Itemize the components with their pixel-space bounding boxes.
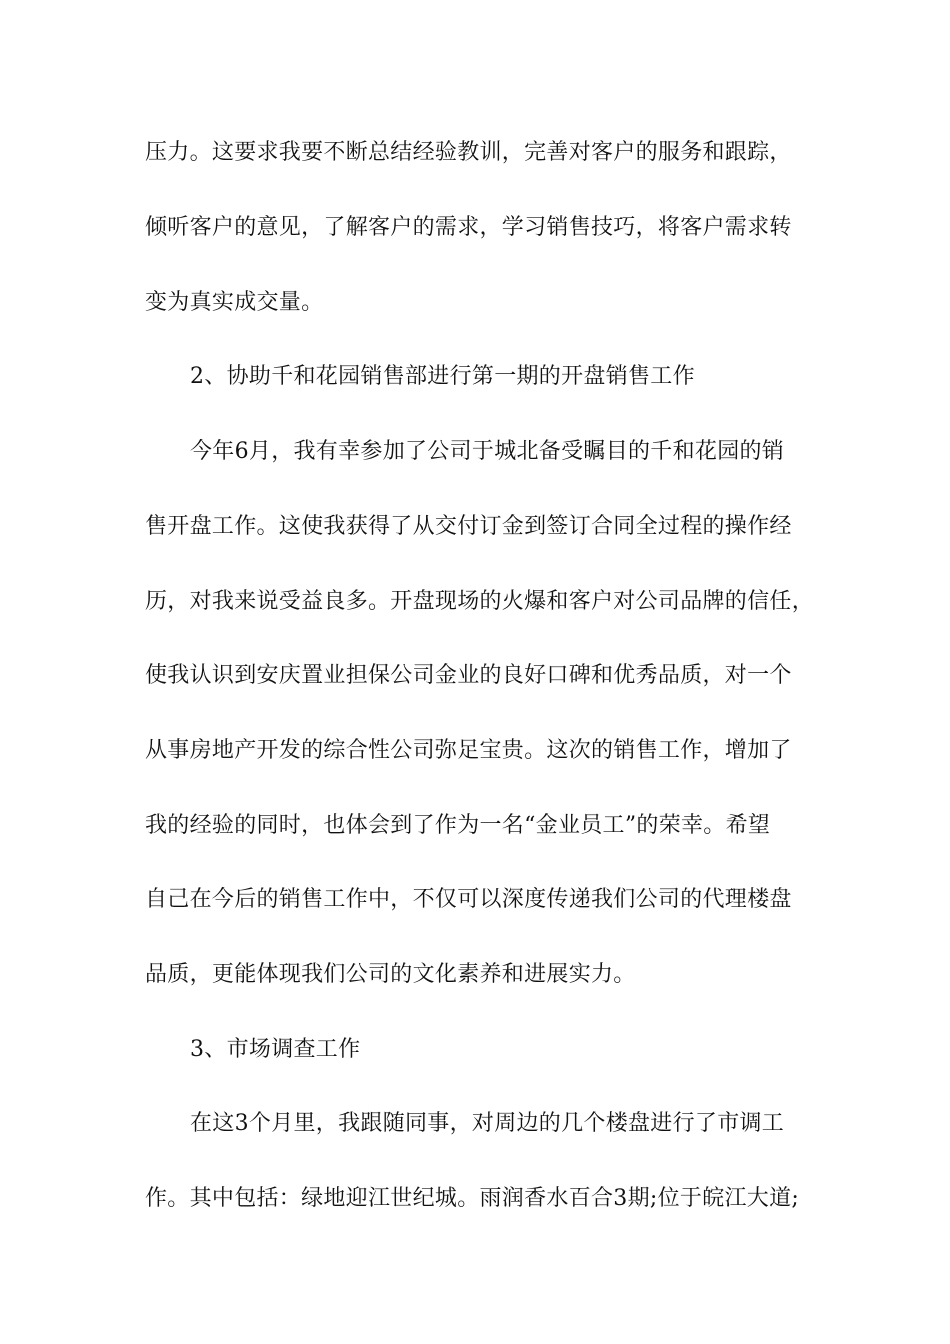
text-line: 今年6月，我有幸参加了公司于城北备受瞩目的千和花园的销 bbox=[190, 439, 785, 464]
section-heading: 3、市场调查工作 bbox=[190, 1037, 361, 1062]
text-line: 我的经验的同时，也体会到了作为一名“金业员工”的荣幸。希望 bbox=[145, 813, 771, 838]
text-line: 售开盘工作。这使我获得了从交付订金到签订合同全过程的操作经 bbox=[145, 514, 792, 539]
text-line: 自己在今后的销售工作中，不仅可以深度传递我们公司的代理楼盘 bbox=[145, 887, 792, 912]
text-line: 使我认识到安庆置业担保公司金业的良好口碑和优秀品质，对一个 bbox=[145, 663, 792, 688]
text-line: 变为真实成交量。 bbox=[145, 290, 324, 315]
text-line: 品质，更能体现我们公司的文化素养和进展实力。 bbox=[145, 962, 636, 987]
text-line: 在这3个月里，我跟随同事，对周边的几个楼盘进行了市调工 bbox=[190, 1111, 785, 1136]
text-line: 压力。这要求我要不断总结经验教训，完善对客户的服务和跟踪， bbox=[145, 140, 792, 165]
text-line: 历，对我来说受益良多。开盘现场的火爆和客户对公司品牌的信任， bbox=[145, 589, 815, 614]
text-line: 作。其中包括：绿地迎江世纪城。雨润香水百合3期;位于皖江大道; bbox=[145, 1186, 800, 1211]
text-line: 从事房地产开发的综合性公司弥足宝贵。这次的销售工作，增加了 bbox=[145, 738, 792, 763]
text-line: 倾听客户的意见，了解客户的需求，学习销售技巧，将客户需求转 bbox=[145, 215, 792, 240]
section-heading: 2、协助千和花园销售部进行第一期的开盘销售工作 bbox=[190, 364, 695, 389]
